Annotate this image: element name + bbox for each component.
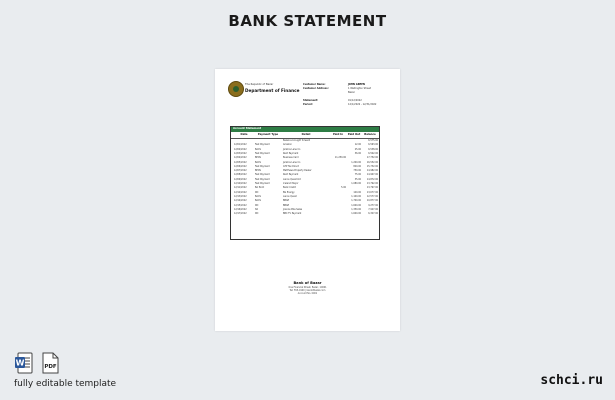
table-cell: 12/06/2022 xyxy=(234,164,247,168)
customer-name-label: Customer Name: xyxy=(303,83,326,86)
table-cell: Fast Payment xyxy=(255,182,270,185)
org-line-1: The Republic of Bazar xyxy=(245,83,274,86)
table-cell: 12/05/2022 xyxy=(234,160,247,164)
bank-address-3: Account No. 0001 xyxy=(297,292,318,295)
table-cell: 15,732.00 xyxy=(366,164,378,168)
table-cell: 12/08/2022 xyxy=(234,173,247,177)
table-cell: 12/10/2022 xyxy=(234,182,247,185)
customer-name: JOHN GREEN xyxy=(348,83,365,86)
table-cell: Jenkins Lane Co xyxy=(283,160,301,164)
table-cell: BACS xyxy=(255,147,261,151)
table-cell: Lance Quest xyxy=(283,194,297,198)
table-cell: Joanne Pike Sales xyxy=(283,207,303,211)
table-cell: 1,600.00 xyxy=(351,212,361,216)
table-cell: 7,927.00 xyxy=(368,207,378,211)
table-cell: DD xyxy=(255,212,259,216)
site-brand[interactable]: schci.ru xyxy=(540,373,603,388)
table-cell: 1,350.00 xyxy=(351,207,361,211)
bank-name: Bank of Bazar xyxy=(293,281,322,285)
table-cell: Rent Payment xyxy=(283,151,299,155)
statement-document xyxy=(215,69,400,331)
table-cell: 12/02/2022 xyxy=(234,147,247,151)
table-cell: 1,100.00 xyxy=(351,194,361,198)
table-cell: 12/09/2022 xyxy=(234,177,247,181)
table-cell: 1,200.00 xyxy=(351,160,361,164)
period-label: Period: xyxy=(303,103,313,106)
table-cell: BG Energy xyxy=(283,190,295,194)
address-line-1: 1 Wellington Street xyxy=(348,87,371,90)
table-cell: 9,277.00 xyxy=(368,203,378,207)
table-cell: 13,797.00 xyxy=(366,186,378,190)
table-cell: 75.00 xyxy=(354,173,361,177)
table-cell: 35.00 xyxy=(354,177,361,181)
word-icon-label: W xyxy=(15,358,25,368)
table-cell: GTP Tax Direct xyxy=(283,164,299,168)
address-line-2: Bazar xyxy=(348,91,355,94)
table-cell: 6,502.00 xyxy=(368,151,378,155)
section-title: Account Statement xyxy=(233,127,262,131)
table-cell: Matthews Property Dealer xyxy=(283,169,312,173)
table-cell: Balance brought forward xyxy=(283,139,311,142)
bank-address-2: Tel: 555-0100 | bankofbazar.com xyxy=(289,289,326,292)
column-header: Payment Type xyxy=(257,133,279,136)
period-value: 12/1/2022 - 12/31/2022 xyxy=(348,103,377,106)
table-cell: 820.00 xyxy=(353,164,361,168)
template-caption: fully editable template xyxy=(14,379,117,389)
word-file-icon[interactable] xyxy=(14,352,34,374)
org-line-2: Department of Finance xyxy=(245,88,300,93)
statement-label: Statement: xyxy=(303,99,319,102)
column-header: Balance xyxy=(364,133,376,136)
table-cell: Jenkins Lane Co xyxy=(283,147,301,151)
table-cell: 12/01/2022 xyxy=(234,143,247,147)
pdf-file-icon[interactable] xyxy=(40,352,60,374)
table-cell: 6,563.00 xyxy=(368,143,378,147)
table-cell: Fast Payment xyxy=(255,164,270,168)
table-cell: BBGE xyxy=(283,199,290,203)
table-cell: Rent Payment xyxy=(283,173,299,177)
table-cell: 10,877.00 xyxy=(366,199,378,203)
table-cell: BPOS xyxy=(255,169,261,173)
table-cell: 6,327.00 xyxy=(368,212,378,216)
table-cell: 120.00 xyxy=(353,190,361,194)
table-cell: 16,552.00 xyxy=(366,160,378,164)
table-cell: 13,792.00 xyxy=(366,182,378,185)
table-cell: 17,752.00 xyxy=(366,156,378,160)
pdf-icon-label: PDF xyxy=(44,364,57,370)
statement-value: 01/12/2022 xyxy=(348,99,362,102)
section-header xyxy=(231,127,379,132)
customer-address-label: Customer Address: xyxy=(303,87,329,90)
table-cell: 12/04/2022 xyxy=(234,156,247,160)
table-cell: Bank Credit xyxy=(283,186,296,190)
table-cell: Business Card xyxy=(283,156,299,160)
table-cell: 12/03/2022 xyxy=(234,151,247,155)
table-cell: Fast Payment xyxy=(255,177,270,181)
table-cell: BACS xyxy=(255,199,261,203)
table-cell: 12/16/2022 xyxy=(234,207,247,211)
table-cell: 1,700.00 xyxy=(351,199,361,203)
table-cell: 12/14/2022 xyxy=(234,199,247,203)
statement-table xyxy=(230,126,380,240)
table-cell: BPOS xyxy=(255,156,261,160)
table-cell: 6,538.00 xyxy=(368,147,378,151)
table-cell: 12/15/2022 xyxy=(234,203,247,207)
table-cell: 12.00 xyxy=(354,143,361,147)
table-cell: BACS xyxy=(255,160,261,164)
table-cell: Amazon xyxy=(283,143,292,147)
table-cell: 12/11/2022 xyxy=(234,186,247,190)
column-header: Date xyxy=(240,133,248,136)
page-title: BANK STATEMENT xyxy=(228,12,387,30)
table-cell: 750.00 xyxy=(353,169,361,173)
table-cell: BA Point xyxy=(255,186,265,190)
table-cell: 5.00 xyxy=(341,186,346,190)
column-header: Detail xyxy=(301,133,311,136)
table-cell: 14,982.00 xyxy=(366,169,378,173)
seal-icon xyxy=(228,81,244,97)
table-cell: DD xyxy=(255,203,259,207)
table-cell: 12/12/2022 xyxy=(234,190,247,194)
table-cell: 12/13/2022 xyxy=(234,194,247,198)
table-cell: BBC TV Payment xyxy=(283,212,302,216)
table-cell: BBGE xyxy=(283,203,290,207)
bank-address-1: One Financial Street, Bazar, 10001 xyxy=(288,286,327,289)
table-cell: 1,080.00 xyxy=(351,182,361,185)
table-cell: 14,872.00 xyxy=(366,177,378,181)
table-cell: Fast Payment xyxy=(255,143,270,147)
table-cell: 13,677.00 xyxy=(366,190,378,194)
table-cell: Iceland Mayor xyxy=(283,182,299,185)
table-cell: SO xyxy=(255,207,259,211)
table-cell: 36.00 xyxy=(354,151,361,155)
table-cell: 12/07/2022 xyxy=(234,169,247,173)
table-cell: DD xyxy=(255,190,259,194)
table-cell: Fast Payment xyxy=(255,173,270,177)
column-header: Paid In xyxy=(332,133,344,136)
table-cell: Lance Quest Ltd xyxy=(283,177,301,181)
table-cell: 12/17/2022 xyxy=(234,212,247,216)
table-cell: 14,907.00 xyxy=(366,173,378,177)
table-cell: Fast Payment xyxy=(255,151,270,155)
column-header: Paid Out xyxy=(347,133,361,136)
table-cell: 12,577.00 xyxy=(366,194,378,198)
table-cell: 1,600.00 xyxy=(351,203,361,207)
table-cell: 11,250.00 xyxy=(334,156,346,160)
table-cell: BACS xyxy=(255,194,261,198)
table-cell: 6,575.00 xyxy=(368,139,378,142)
table-cell: 25.00 xyxy=(354,147,361,151)
